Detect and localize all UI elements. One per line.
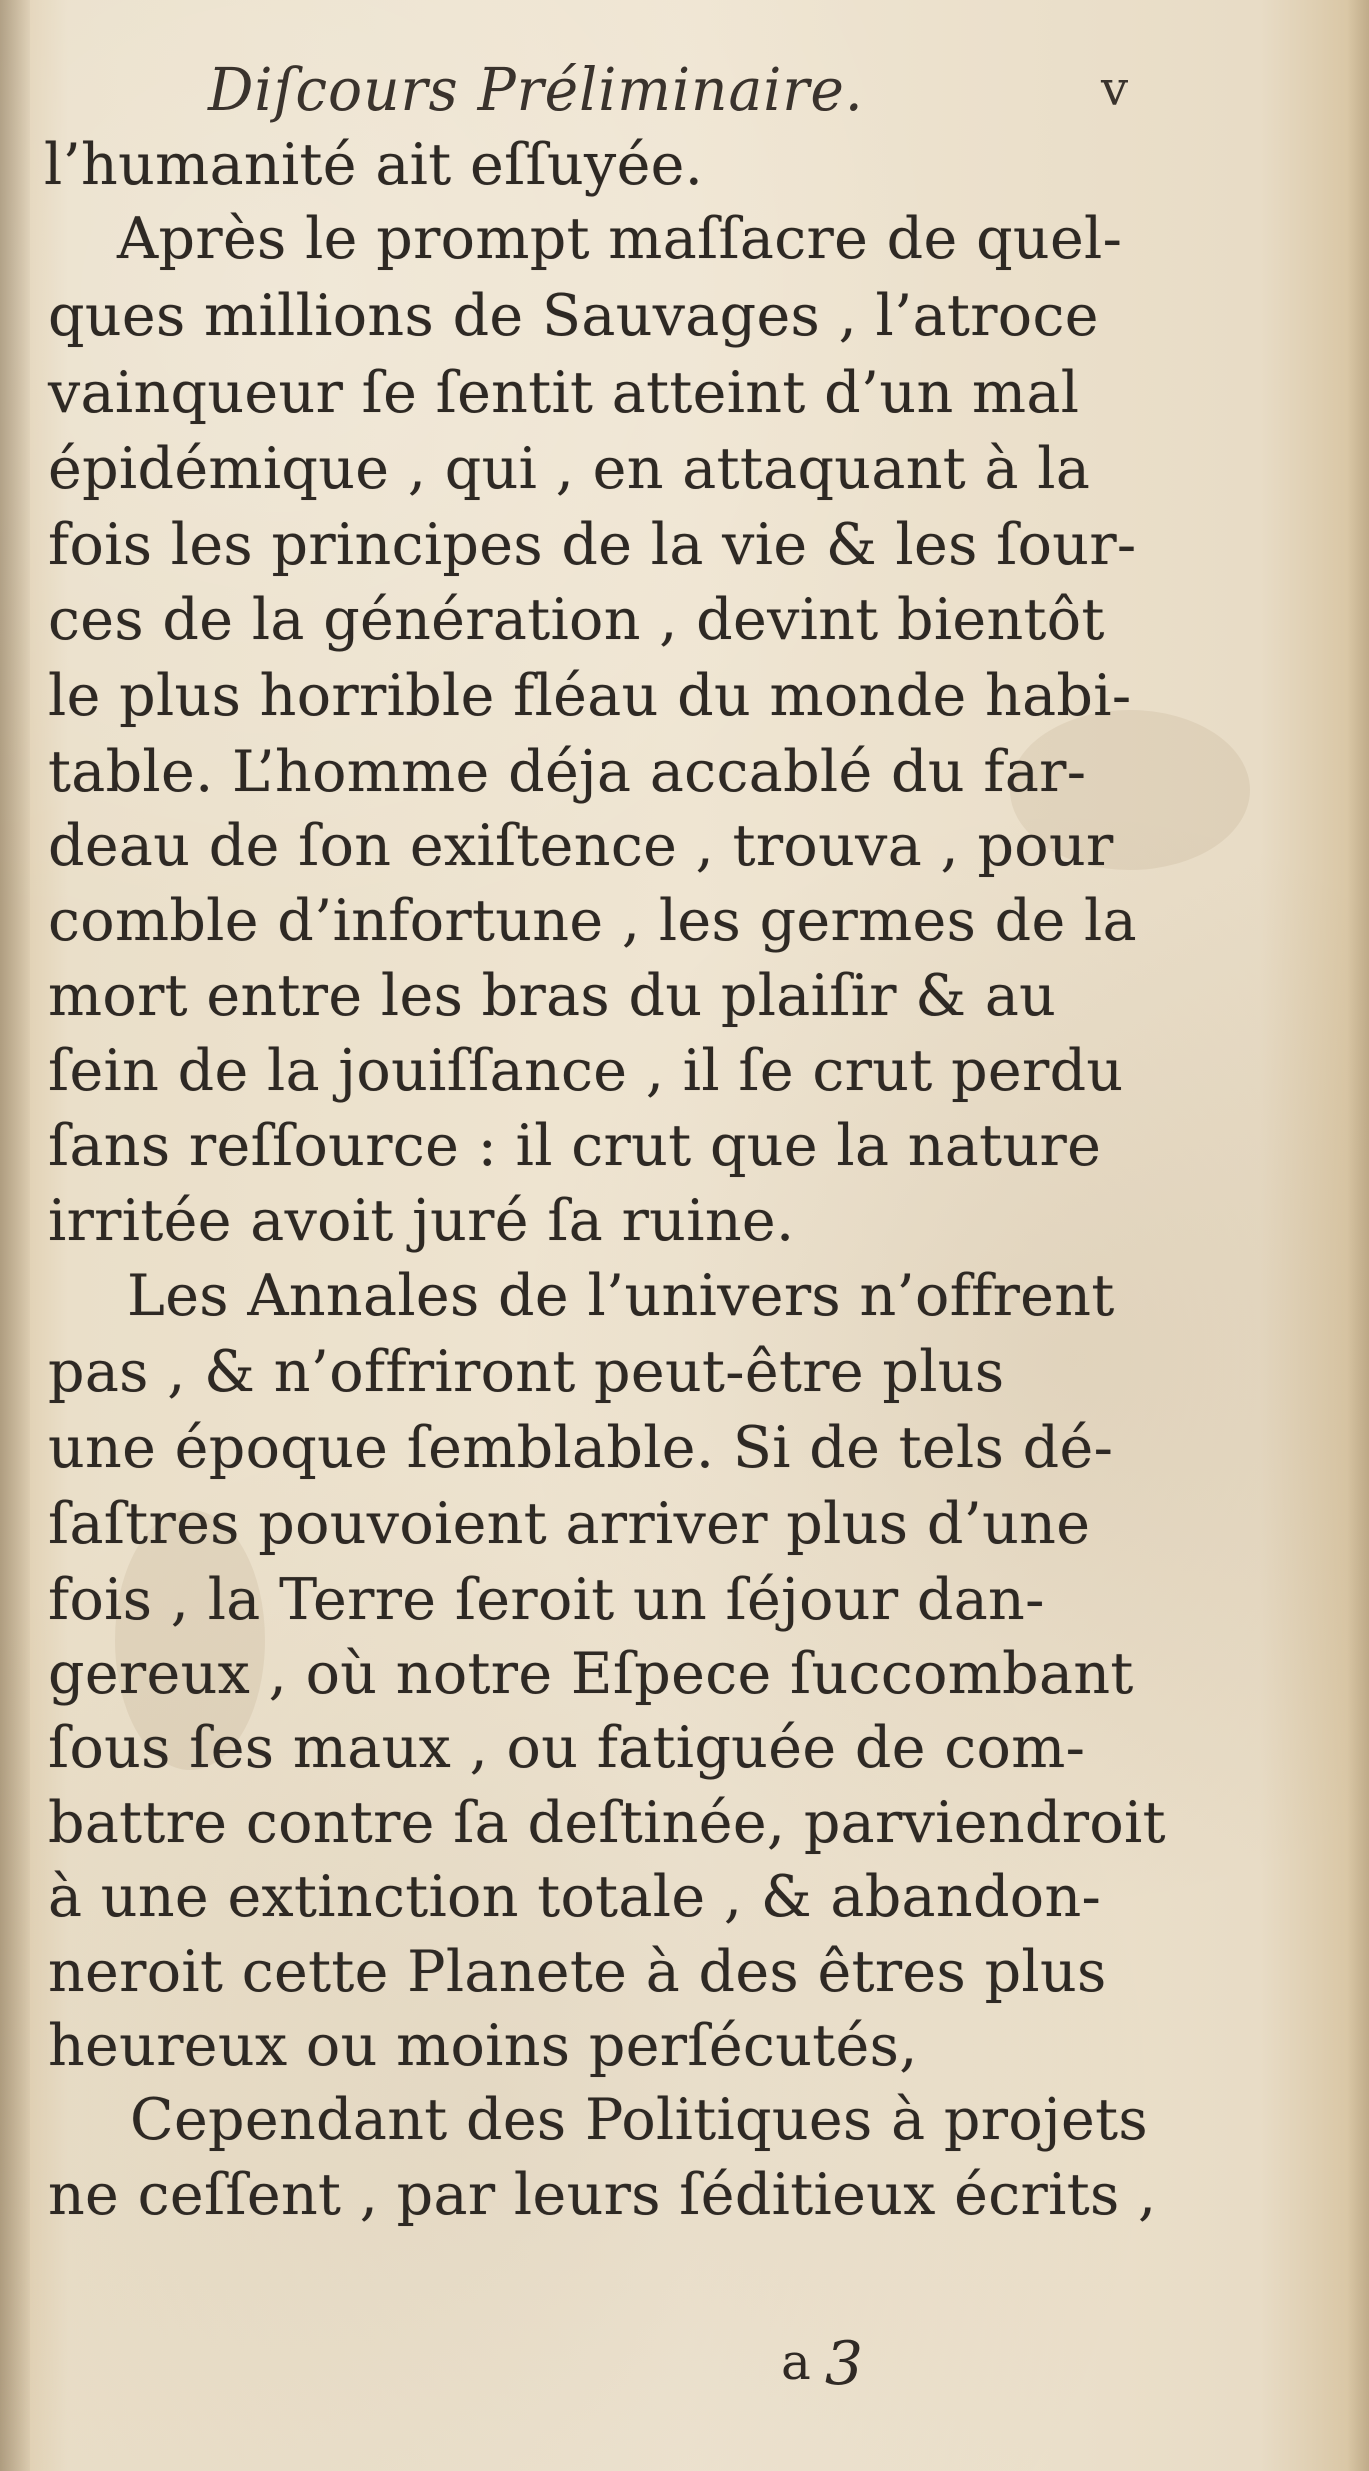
text-line: battre contre ſa deſtinée, parviendroit [48,1790,1166,1856]
text-line: irritée avoit juré ſa ruine. [48,1188,795,1254]
text-line: table. L’homme déja accablé du far- [48,739,1087,805]
text-line: à une extinction totale , & abandon- [48,1864,1102,1930]
signature-mark [781,2324,863,2399]
text-line: Après le prompt maſſacre de quel- [117,206,1123,272]
text-line: deau de ſon exiſtence , trouva , pour [48,813,1114,879]
text-line: fois , la Terre ſeroit un ſéjour dan- [48,1567,1045,1633]
signature-number: 3 [824,2329,863,2399]
running-head: Diſcours Préliminaire. [208,55,864,124]
text-line: ſein de la jouiſſance , il ſe crut perdu [48,1038,1124,1104]
text-line: une époque ſemblable. Si de tels dé- [48,1415,1114,1481]
text-line: comble d’infortune , les germes de la [48,888,1137,954]
text-line: vainqueur ſe ſentit atteint d’un mal [48,360,1080,426]
text-line: le plus horrible fléau du monde habi- [48,663,1132,729]
text-line: épidémique , qui , en attaquant à la [48,436,1091,502]
text-line: ne ceſſent , par leurs ſéditieux écrits , [48,2162,1157,2228]
text-line: fois les principes de la vie & les ſour- [48,512,1137,578]
text-line: l’humanité ait eſſuyée. [44,132,704,198]
text-line: Cependant des Politiques à projets [130,2087,1148,2153]
text-line: ſaſtres pouvoient arriver plus d’une [48,1491,1091,1557]
text-line: ces de la génération , devint bientôt [48,587,1105,653]
text-line: neroit cette Planete à des êtres plus [48,1939,1107,2005]
text-line: heureux ou moins perſécutés, [48,2013,918,2079]
text-line: Les Annales de l’univers n’offrent [127,1263,1115,1329]
text-line: ſans reſſource : il crut que la nature [48,1113,1102,1179]
text-line: ſous ſes maux , ou fatiguée de com- [48,1715,1086,1781]
text-line: ques millions de Sauvages , l’atroce [48,283,1099,349]
text-line: mort entre les bras du plaiſir & au [48,963,1057,1029]
text-line: gereux , où notre Eſpece ſuccombant [48,1641,1134,1707]
page-number-roman: v [1101,61,1129,117]
text-line: pas , & n’offriront peut-être plus [48,1339,1005,1405]
signature-letter: a [781,2333,811,2391]
